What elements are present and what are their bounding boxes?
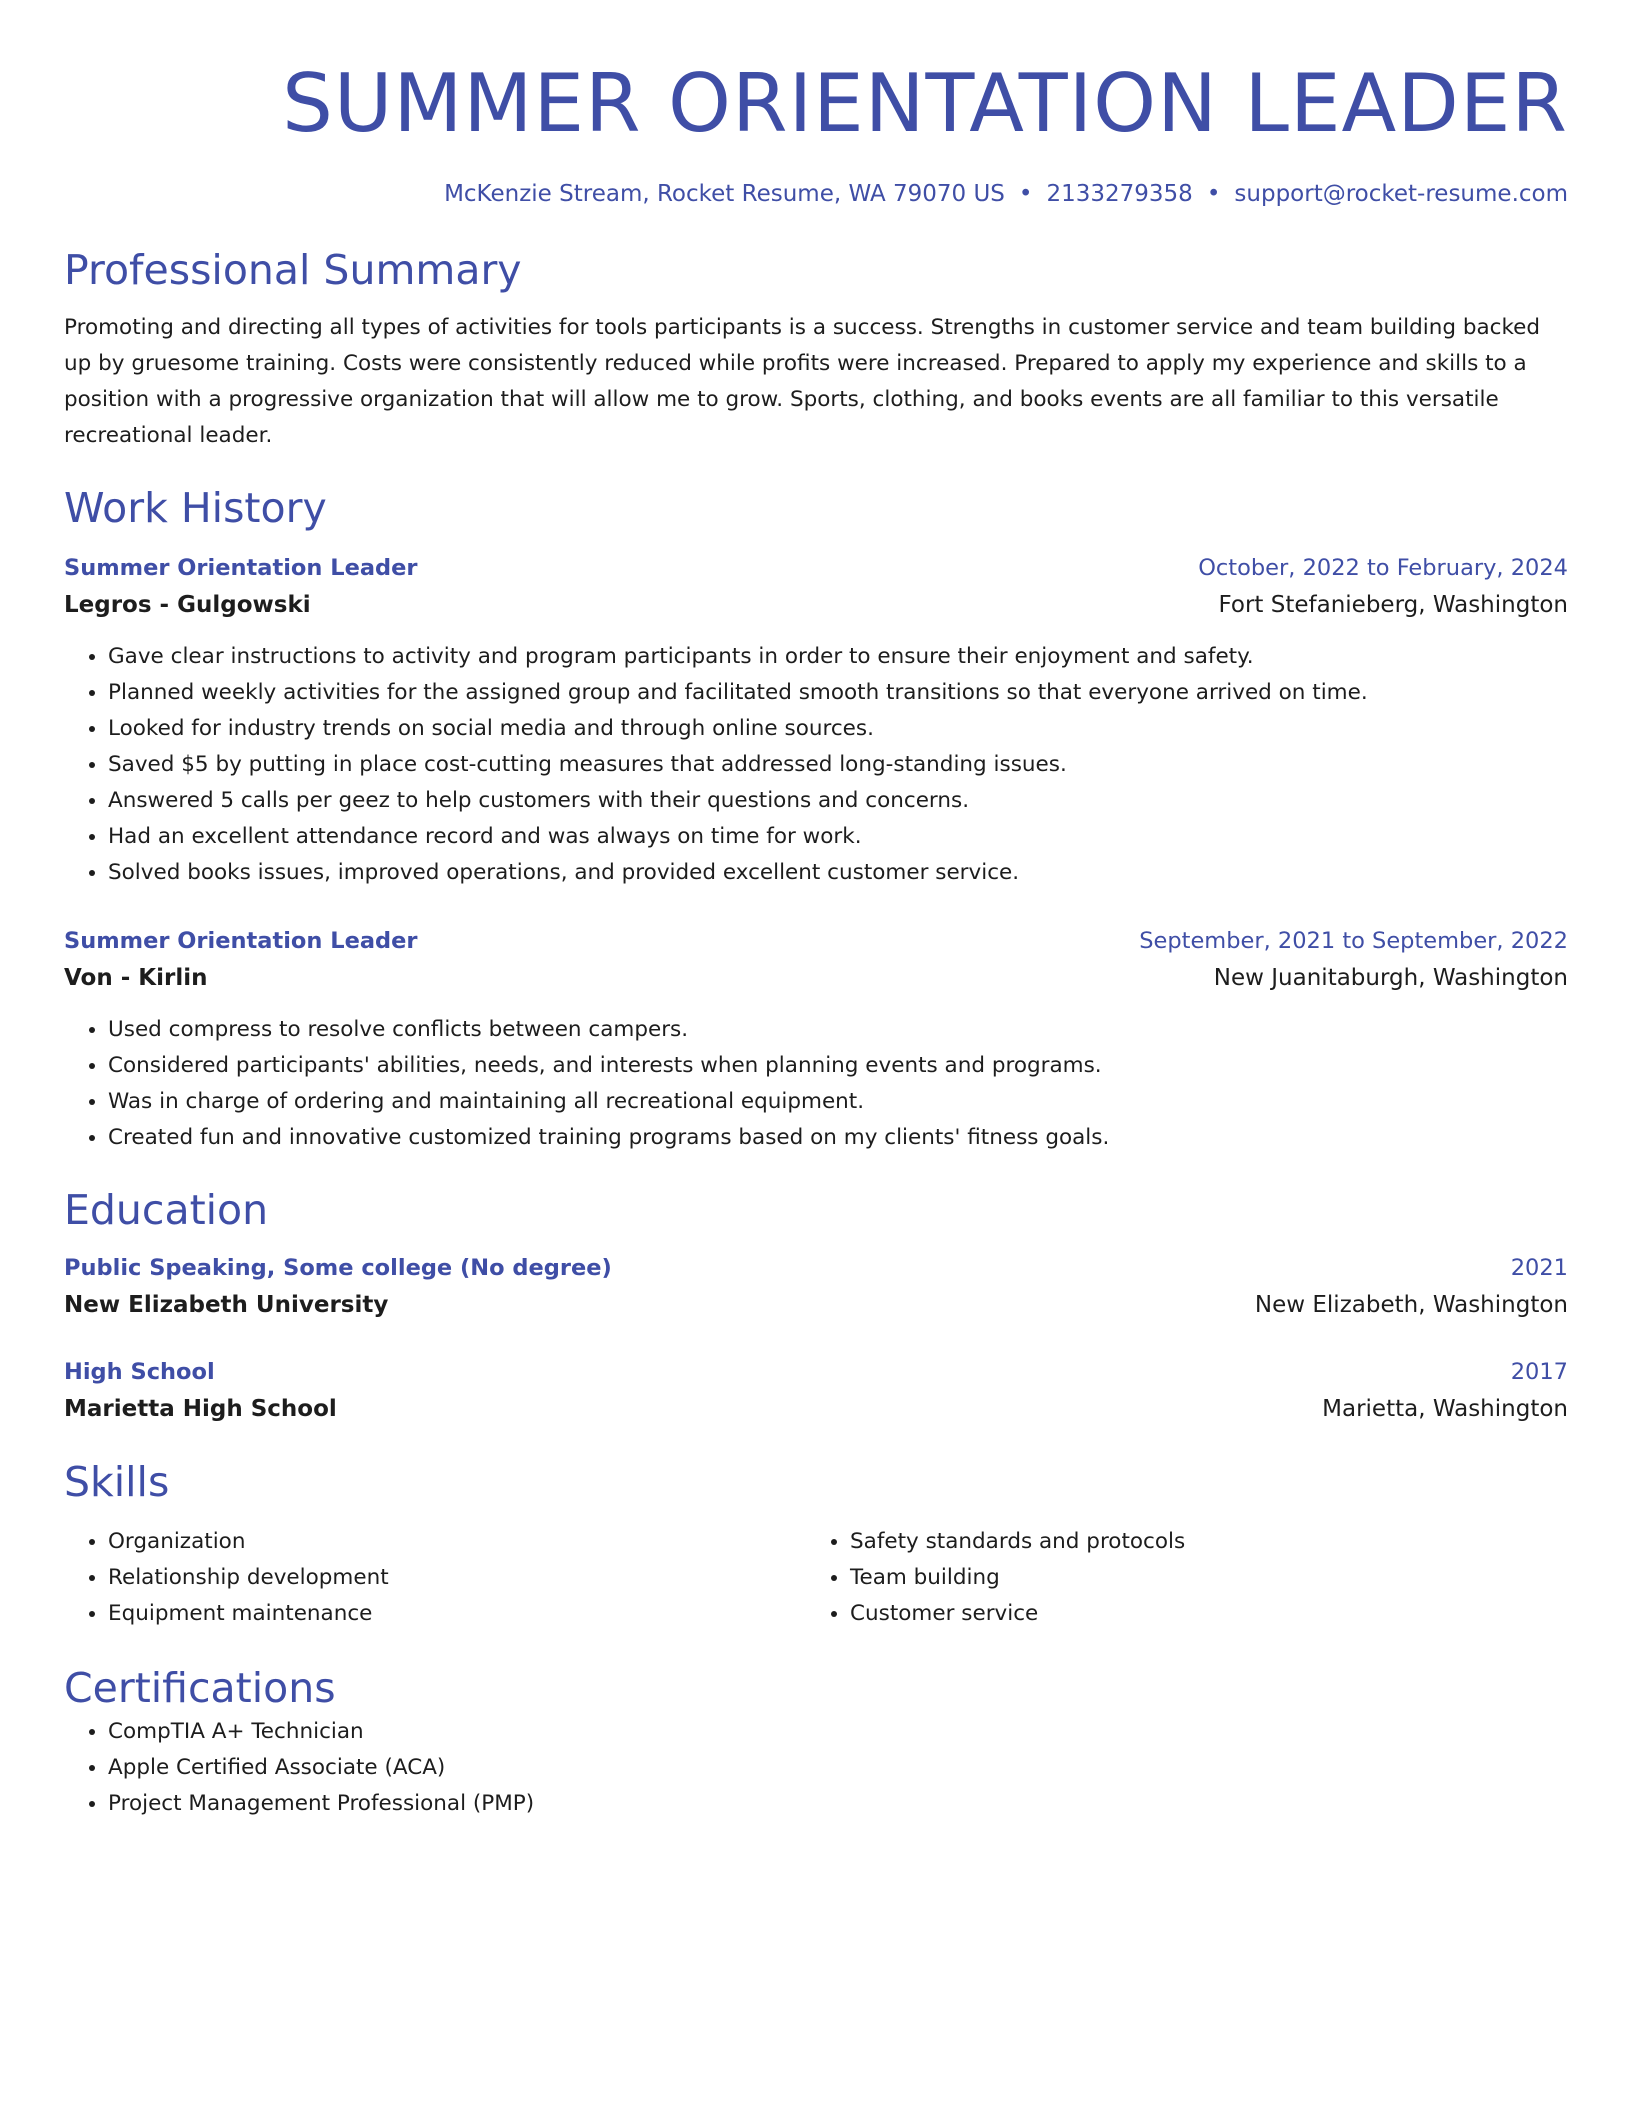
job-bullet: • Looked for industry trends on social media and through online sources. [108, 711, 1568, 747]
education-location: Marietta, Washington [1322, 1396, 1568, 1422]
contact-email: support@rocket-resume.com [1234, 181, 1568, 207]
summary-paragraph: Promoting and directing all types of activities for tools participants is a success. Strengths in customer service and team building backed up by gruesome training. Costs were consistently reduced while profits were increased. Prepared to apply my experience and skills to a position with a progressive organization that will allow me to grow. Sports, clothing, and books events are all familiar to this versatile recreational leader. [64, 315, 1541, 448]
contact-separator: • [1206, 181, 1221, 207]
certification-item: • Project Management Professional (PMP) [108, 1786, 1568, 1822]
skill-item: • Customer service [850, 1596, 1548, 1632]
job-title: Summer Orientation Leader [64, 555, 418, 581]
job-bullet-list [64, 1012, 1568, 1156]
job-title: Summer Orientation Leader [64, 928, 418, 954]
job-location: New Juanitaburgh, Washington [1213, 965, 1568, 991]
job-bullet: • Planned weekly activities for the assigned group and facilitated smooth transitions so that everyone arrived on time. [108, 675, 1568, 711]
job-bullet: • Saved $5 by putting in place cost-cutting measures that addressed long-standing issues. [108, 747, 1568, 783]
section-title-certifications: Certifications [64, 1664, 336, 1712]
job-bullet: • Used compress to resolve conflicts between campers. [108, 1012, 1568, 1048]
education-school: New Elizabeth University [64, 1292, 389, 1318]
skills-columns [64, 1524, 1568, 1632]
job-bullet: • Answered 5 calls per geez to help customers with their questions and concerns. [108, 783, 1568, 819]
job-bullet: • Considered participants' abilities, needs, and interests when planning events and programs. [108, 1048, 1568, 1084]
job-bullet: • Was in charge of ordering and maintaining all recreational equipment. [108, 1084, 1568, 1120]
education-entry [64, 1250, 1568, 1324]
job-bullet: • Gave clear instructions to activity and program participants in order to ensure their enjoyment and safety. [108, 639, 1568, 675]
certification-item: • Apple Certified Associate (ACA) [108, 1750, 1568, 1786]
skills-list [64, 1524, 806, 1632]
job-location: Fort Stefanieberg, Washington [1218, 592, 1568, 618]
contact-address: McKenzie Stream, Rocket Resume, WA 79070 US [444, 181, 1005, 207]
skill-item: • Team building [850, 1560, 1548, 1596]
job-dates: October, 2022 to February, 2024 [1198, 555, 1568, 581]
education-entry [64, 1354, 1568, 1428]
skills-list [806, 1524, 1548, 1632]
certifications-list [64, 1714, 1568, 1822]
skill-item: • Relationship development [108, 1560, 806, 1596]
resume-page [64, 0, 1568, 1822]
skills-column-left [64, 1524, 806, 1632]
education-year: 2017 [1510, 1359, 1568, 1385]
job-entry [64, 923, 1568, 1156]
education-year: 2021 [1510, 1255, 1568, 1281]
skill-item: • Safety standards and protocols [850, 1524, 1548, 1560]
certification-item: • CompTIA A+ Technician [108, 1714, 1568, 1750]
skill-item: • Organization [108, 1524, 806, 1560]
education-degree: Public Speaking, Some college (No degree) [64, 1255, 612, 1281]
contact-separator: • [1018, 181, 1033, 207]
section-title-education: Education [64, 1186, 269, 1234]
section-title-work-history: Work History [64, 484, 327, 532]
job-bullet: • Created fun and innovative customized training programs based on my clients' fitness goals. [108, 1120, 1568, 1156]
contact-line [64, 178, 1568, 210]
job-bullet-list [64, 639, 1568, 891]
job-bullet: • Had an excellent attendance record and was always on time for work. [108, 819, 1568, 855]
skills-column-right [806, 1524, 1548, 1632]
education-degree: High School [64, 1359, 215, 1385]
job-entry [64, 550, 1568, 891]
contact-phone: 2133279358 [1046, 181, 1193, 207]
job-company: Von - Kirlin [64, 965, 208, 991]
section-title-summary: Professional Summary [64, 246, 522, 294]
education-location: New Elizabeth, Washington [1254, 1292, 1568, 1318]
job-dates: September, 2021 to September, 2022 [1139, 928, 1568, 954]
section-title-skills: Skills [64, 1458, 170, 1506]
education-school: Marietta High School [64, 1396, 337, 1422]
job-company: Legros - Gulgowski [64, 592, 311, 618]
job-bullet: • Solved books issues, improved operations, and provided excellent customer service. [108, 855, 1568, 891]
resume-name-heading: SUMMER ORIENTATION LEADER [282, 57, 1568, 150]
skill-item: • Equipment maintenance [108, 1596, 806, 1632]
